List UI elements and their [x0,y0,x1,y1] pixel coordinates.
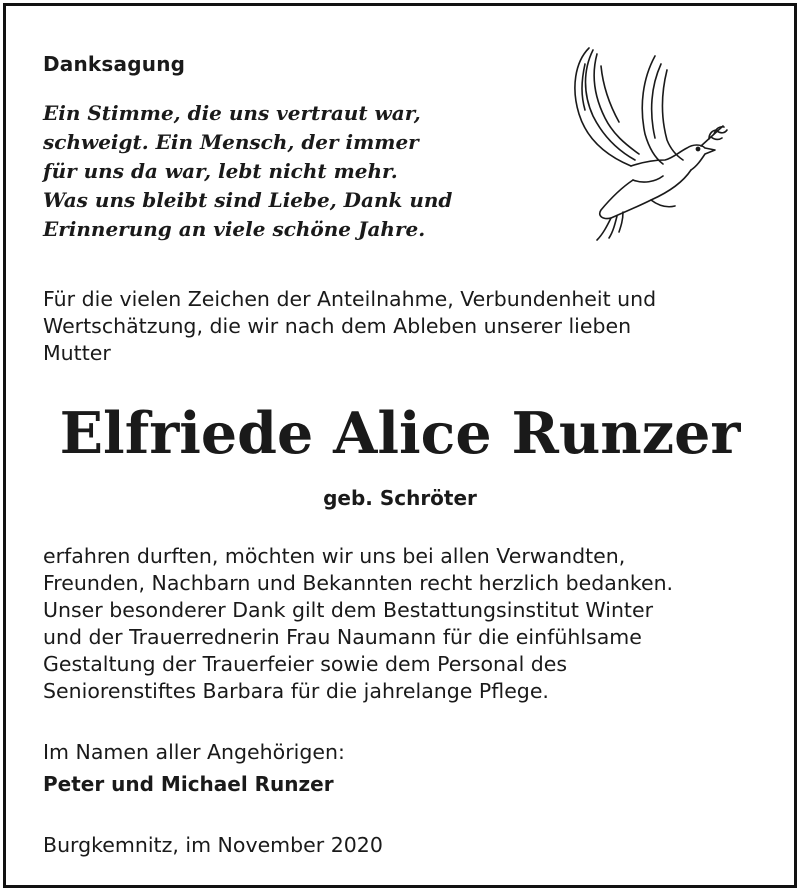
dove-icon [551,36,731,246]
place-date: Burgkemnitz, im November 2020 [43,833,383,857]
maiden-name: geb. Schröter [323,486,477,510]
thanks-line: Gestaltung der Trauerfeier sowie dem Personal des [43,652,568,676]
thanks-line: Freunden, Nachbarn und Bekannten recht herzlich bedanken. [43,571,674,595]
poem-line: für uns da war, lebt nicht mehr. [43,159,398,183]
thanks-line: und der Trauerrednerin Frau Naumann für die einfühlsame [43,625,642,649]
poem-line: Ein Stimme, die uns vertraut war, [43,101,421,125]
signature-names: Peter und Michael Runzer [43,772,334,796]
thanks-line: Seniorenstiftes Barbara für die jahrelange Pflege. [43,679,549,703]
poem [43,99,452,244]
poem-line: Was uns bleibt sind Liebe, Dank und [43,188,453,212]
signature-intro: Im Namen aller Angehörigen: [43,740,345,764]
obituary-notice [3,3,797,888]
poem-line: schweigt. Ein Mensch, der immer [43,130,419,154]
thanks-line: Unser besonderer Dank gilt dem Bestattungsinstitut Winter [43,598,654,622]
thanks-line: erfahren durften, möchten wir uns bei allen Verwandten, [43,544,626,568]
deceased-name: Elfriede Alice Runzer [59,400,741,467]
intro-paragraph [43,286,656,367]
notice-heading: Danksagung [43,52,186,76]
intro-line: Mutter [43,341,111,365]
intro-line: Für die vielen Zeichen der Anteilnahme, Verbundenheit und [43,287,657,311]
intro-line: Wertschätzung, die wir nach dem Ableben unserer lieben [43,314,632,338]
poem-line: Erinnerung an viele schöne Jahre. [43,217,426,241]
thanks-paragraph [43,543,673,705]
